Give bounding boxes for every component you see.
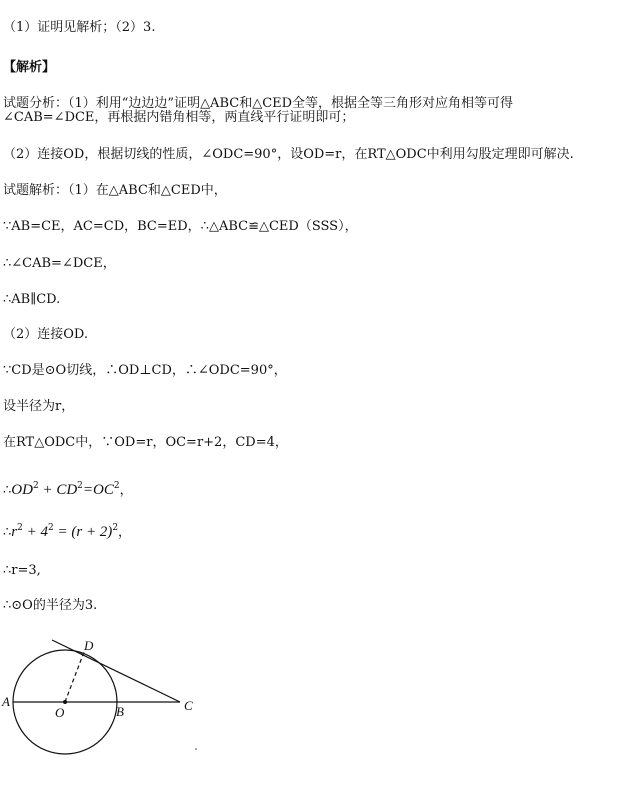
equation-substituted: $\therefore r^2 + 4^2 = (r + 2)^2$， (3, 523, 132, 540)
center-point-o (63, 700, 67, 704)
stray-dot (195, 748, 197, 750)
answer-line: （1）证明见解析；（2）3. (3, 20, 156, 35)
label-d: D (84, 638, 94, 653)
step-parallel: ∴AB∥CD. (3, 292, 61, 307)
label-o: O (55, 705, 65, 720)
step-congruence: ∵AB=CE，AC=CD，BC=ED，∴△ABC≌△CED（SSS）， (3, 219, 358, 234)
label-b: B (116, 704, 124, 719)
step-triangle: 在RT△ODC中，∵OD=r，OC=r+2，CD=4， (3, 435, 288, 450)
analysis-line-2: ∠CAB=∠DCE，再根据内错角相等，两直线平行证明即可； (3, 110, 355, 125)
section-heading: 【解析】 (3, 60, 56, 75)
radius-od-dashed (65, 652, 84, 702)
label-c: C (184, 698, 193, 713)
part2-connect: （2）连接OD. (3, 327, 89, 342)
geometry-figure (0, 630, 630, 800)
analysis-part-2: （2）连接OD，根据切线的性质，∠ODC=90°，设OD=r，在RT△ODC中利用勾股定理即可解决. (3, 147, 574, 162)
solution-intro: 试题解析：（1）在△ABC和△CED中， (3, 183, 227, 198)
step-angle: ∴∠CAB=∠DCE， (3, 256, 116, 271)
analysis-line-1: 试题分析：（1）利用“边边边”证明△ABC和△CED全等，根据全等三角形对应角相等可得 (3, 96, 514, 111)
conclusion: ∴⊙O的半径为3. (3, 598, 98, 613)
step-tangent: ∵CD是⊙O切线，∴OD⊥CD，∴∠ODC=90°， (3, 363, 287, 378)
label-a: A (2, 694, 10, 709)
equation-pythagoras: $\therefore OD^2 + CD^2=OC^2$， (3, 481, 133, 498)
result-r: ∴r=3, (3, 563, 41, 578)
step-radius: 设半径为r， (3, 399, 75, 414)
